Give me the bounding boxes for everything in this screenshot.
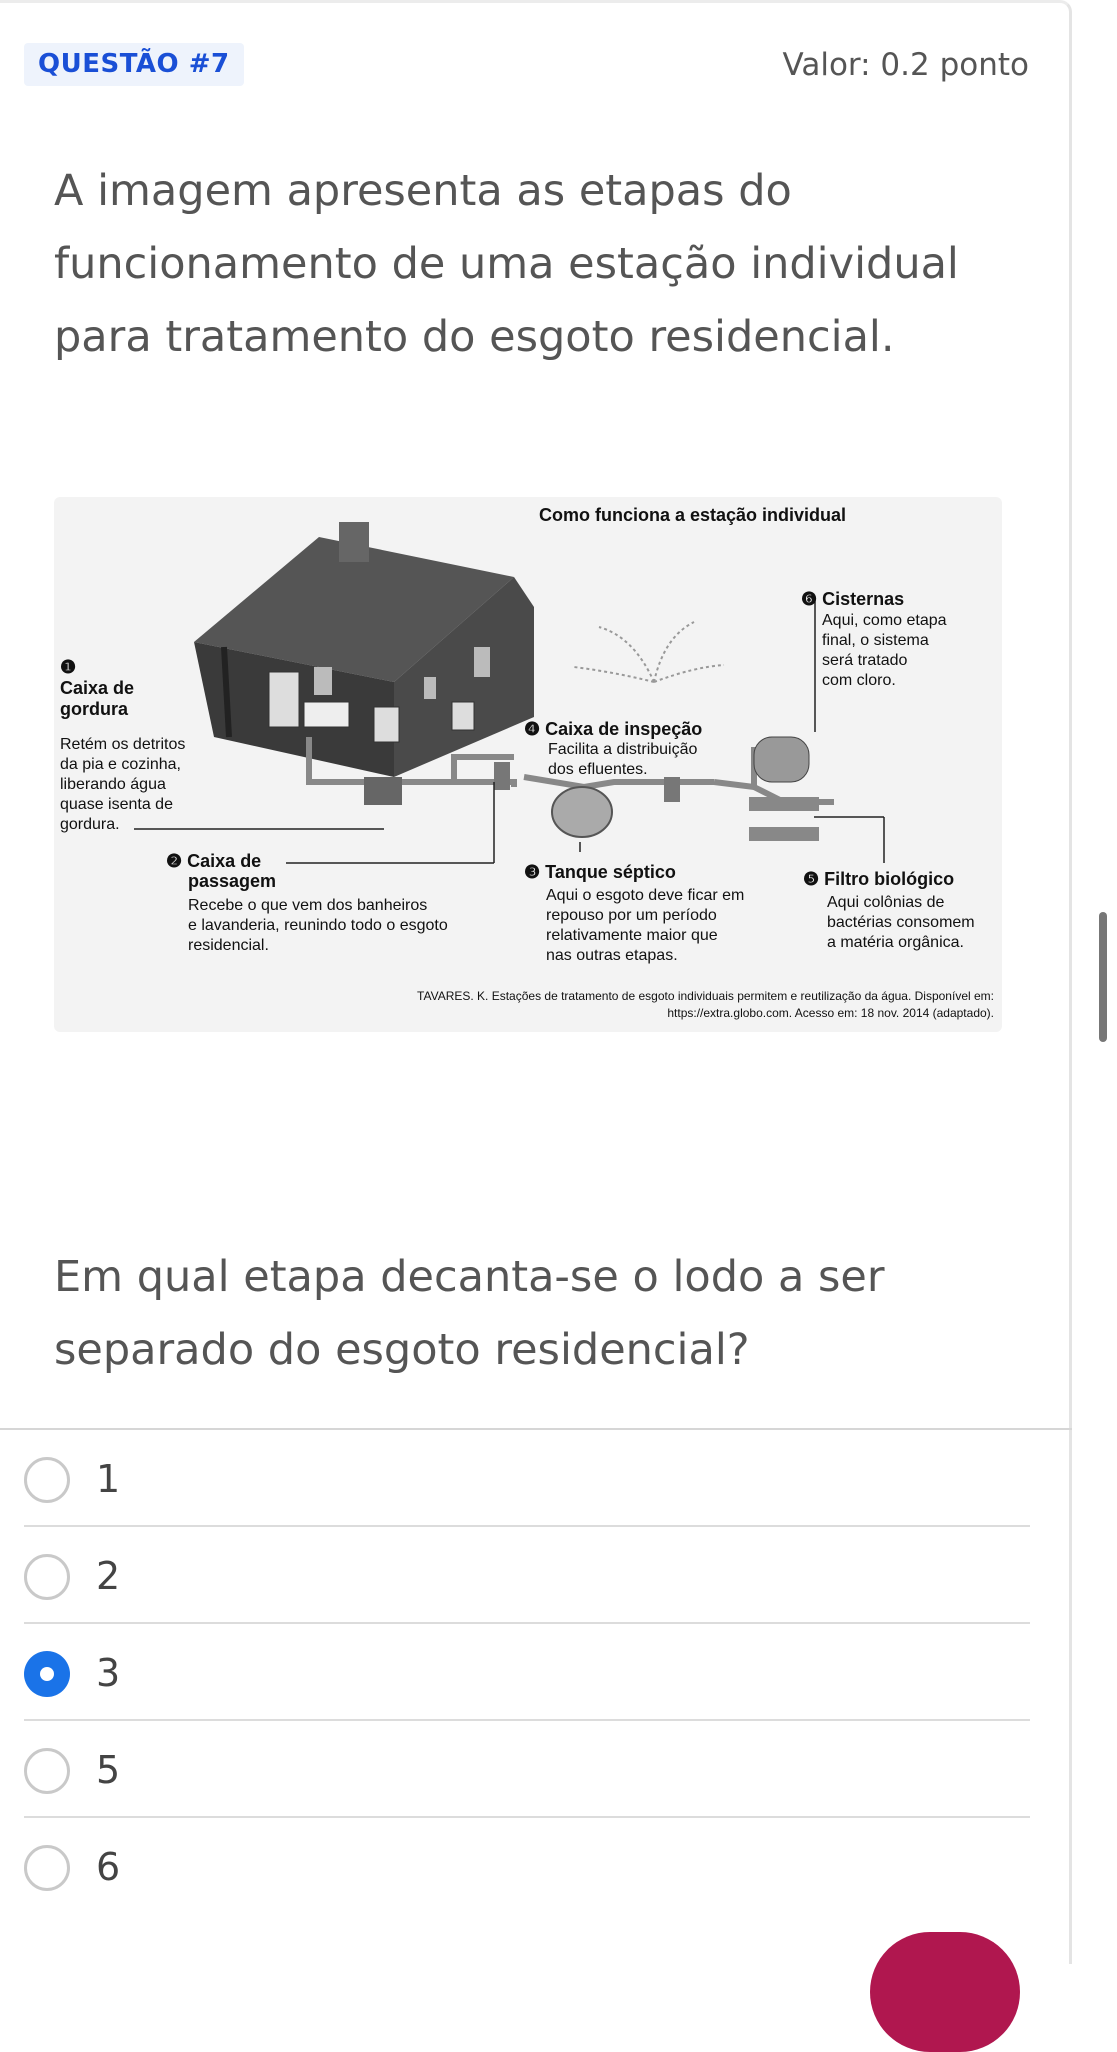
option-2[interactable] (24, 1527, 1030, 1624)
question-text: A imagem apresenta as etapas do funcionamento de uma estação individual para tratamento do esgoto residencial. (54, 166, 959, 362)
question-figure (54, 497, 1002, 1032)
svg-text:Retém os detritos da: Retém os detritos da pia e cozinha, liberando água quase isenta de gordura. (60, 736, 186, 833)
passage-box-shape (494, 762, 510, 790)
svg-text:❻ Cisternas (801, 589, 904, 609)
svg-text:❹ Caixa de inspeção: ❹ Caixa de inspeção (524, 719, 703, 739)
svg-text:❺ Filtro biológico: ❺ Filtro biológico (803, 869, 955, 889)
option-label: 5 (96, 1748, 121, 1792)
citation-line-1: TAVARES. K. Estações de tratamento de esgoto individuais permitem e reutilização da água. Disponível em: (417, 989, 994, 1003)
scrollbar-thumb[interactable] (1099, 912, 1107, 1042)
prompt-text: Em qual etapa decanta-se o lodo a ser separado do esgoto residencial? (54, 1252, 885, 1375)
option-1[interactable] (24, 1430, 1030, 1527)
label-title: Cisternas (822, 589, 905, 609)
svg-text:Recebe o que vem dos banheiros: Recebe o que vem dos banheiros e lavanderia, reunindo todo o esgoto residencial. (188, 897, 448, 954)
question-value: Valor: 0.2 ponto (782, 47, 1029, 83)
citation-line-2: https://extra.globo.com. Acesso em: 18 nov. 2014 (adaptado). (667, 1006, 994, 1020)
floating-action-button[interactable] (870, 1932, 1020, 2052)
svg-text:❸ Tanque séptico: ❸ Tanque séptico (524, 862, 676, 882)
house-illustration (194, 522, 534, 777)
option-label: 6 (96, 1845, 121, 1889)
option-label: 2 (96, 1554, 121, 1598)
svg-text:Facilita a distribuição: Facilita a distribuição dos efluentes. (548, 741, 698, 778)
label-caixa-gordura (60, 657, 190, 833)
svg-text:passagem: passagem (188, 871, 277, 891)
inspection-box-shape (664, 777, 680, 802)
label-num: ❻ (801, 589, 818, 609)
bio-filter-shape-1 (749, 797, 819, 811)
option-label: 3 (96, 1651, 121, 1695)
option-3[interactable] (24, 1624, 1030, 1721)
label-filtro-biologico (803, 869, 979, 951)
option-5[interactable] (24, 1721, 1030, 1818)
radio-button[interactable] (24, 1457, 70, 1503)
label-caixa-inspecao (524, 719, 702, 778)
svg-text:Aqui colônias de bac: Aqui colônias de bactérias consomem a matéria orgânica. (827, 894, 975, 951)
svg-text:❷ Caixa de: ❷ Caixa de (166, 851, 262, 871)
figure-title: Como funciona a estação individual (539, 505, 847, 525)
svg-text:❶: ❶ (60, 657, 77, 677)
radio-button[interactable] (24, 1845, 70, 1891)
sprinkler-illustration (574, 622, 724, 682)
svg-text:Aqui o esgoto deve ficar em: Aqui o esgoto deve ficar em repouso por um período relativamente maior que nas outras etapas. (546, 887, 745, 964)
sewage-station-diagram (54, 497, 1002, 1032)
label-cisternas (801, 589, 951, 689)
label-tanque-septico (524, 862, 749, 964)
svg-text:Aqui, como etapa fin: Aqui, como etapa final, o sistema será tratado com cloro. (822, 612, 947, 689)
grease-box-shape (364, 777, 402, 805)
question-number-badge: QUESTÃO #7 (24, 43, 244, 86)
radio-button[interactable] (24, 1748, 70, 1794)
svg-text:Caixa de gordura: Caixa de gordura (60, 678, 135, 719)
bio-filter-shape-2 (749, 827, 819, 841)
septic-tank-shape (552, 787, 612, 837)
radio-button[interactable] (24, 1554, 70, 1600)
cistern-shape (754, 737, 809, 782)
option-label: 1 (96, 1457, 121, 1501)
radio-button-selected[interactable] (24, 1651, 70, 1697)
label-caixa-passagem (166, 851, 452, 954)
answer-options (24, 1430, 1030, 1915)
option-6[interactable] (24, 1818, 1030, 1915)
